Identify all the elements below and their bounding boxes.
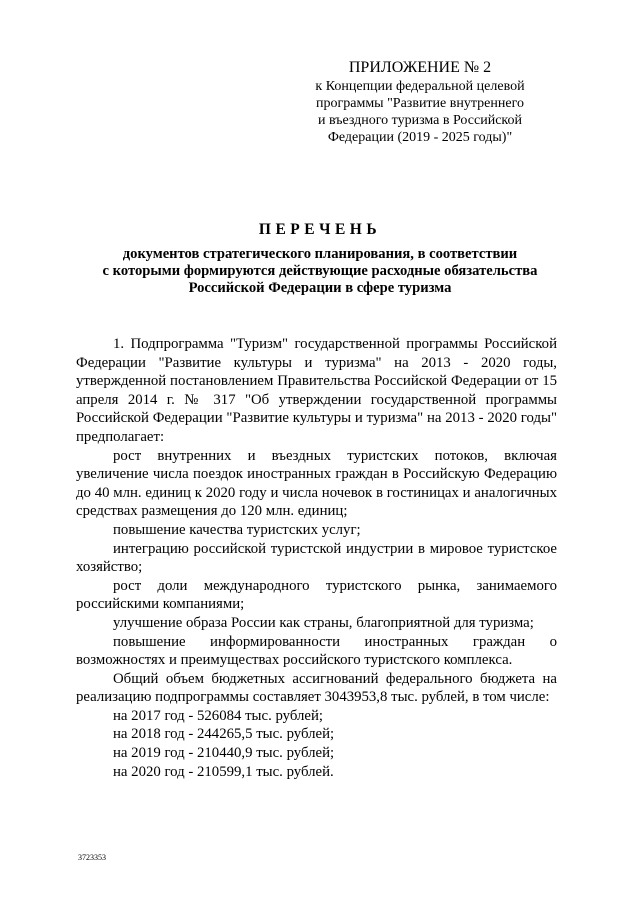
budget-year-line: на 2019 год - 210440,9 тыс. рублей; xyxy=(113,745,335,762)
goal-paragraph: улучшение образа России как страны, благоприятной для туризма; xyxy=(113,614,534,631)
item-1-paragraph: 1. Подпрограмма "Туризм" государственной программы Российской Федерации "Развитие культуры и туризма" на 2013 - 2020 годы, утвержденной постановлением Правительства Российской Федерации от 15 апреля 2014 г. № 317 "Об утверждении государственной программы Российской Федерации "Развитие культуры и туризма" на 2013 - 2020 годы" предполагает: xyxy=(76,336,557,445)
goal-paragraph: рост внутренних и въездных туристских потоков, включая увеличение числа поездок иностранных граждан в Российскую Федерацию до 40 млн. единиц к 2020 году и числа ночевок в гостиницах и аналогичных средствах размещения до 120 млн. единиц; xyxy=(76,447,557,520)
budget-year-line: на 2017 год - 526084 тыс. рублей; xyxy=(113,707,324,724)
goal-paragraph: повышение информированности иностранных граждан о возможностях и преимуществах российского туристского комплекса. xyxy=(76,633,557,669)
appendix-line: к Концепции федеральной целевой xyxy=(315,79,525,94)
subtitle-line: с которыми формируются действующие расходные обязательства xyxy=(102,263,538,279)
document-code: 3723353 xyxy=(78,853,106,862)
budget-year-line: на 2020 год - 210599,1 тыс. рублей. xyxy=(113,763,334,780)
document-body xyxy=(76,335,557,781)
document-subtitle xyxy=(60,246,580,297)
subtitle-line: Российской Федерации в сфере туризма xyxy=(188,280,452,296)
budget-year-line: на 2018 год - 244265,5 тыс. рублей; xyxy=(113,726,335,743)
appendix-line: программы "Развитие внутреннего xyxy=(316,96,524,111)
appendix-line: и въездного туризма в Российской xyxy=(317,113,522,128)
goal-paragraph: рост доли международного туристского рынка, занимаемого российскими компаниями; xyxy=(76,577,557,613)
subtitle-line: документов стратегического планирования, в соответствии xyxy=(122,246,518,262)
appendix-title: ПРИЛОЖЕНИЕ № 2 xyxy=(348,59,492,76)
appendix-header xyxy=(300,58,540,146)
goal-paragraph: повышение качества туристских услуг; xyxy=(113,521,361,538)
appendix-line: Федерации (2019 - 2025 годы)" xyxy=(327,130,513,145)
document-title: ПЕРЕЧЕНЬ xyxy=(258,221,382,238)
budget-total-paragraph: Общий объем бюджетных ассигнований федерального бюджета на реализацию подпрограммы составляет 3043953,8 тыс. рублей, в том числе: xyxy=(76,670,557,706)
goal-paragraph: интеграцию российской туристской индустрии в мировое туристское хозяйство; xyxy=(76,540,557,576)
